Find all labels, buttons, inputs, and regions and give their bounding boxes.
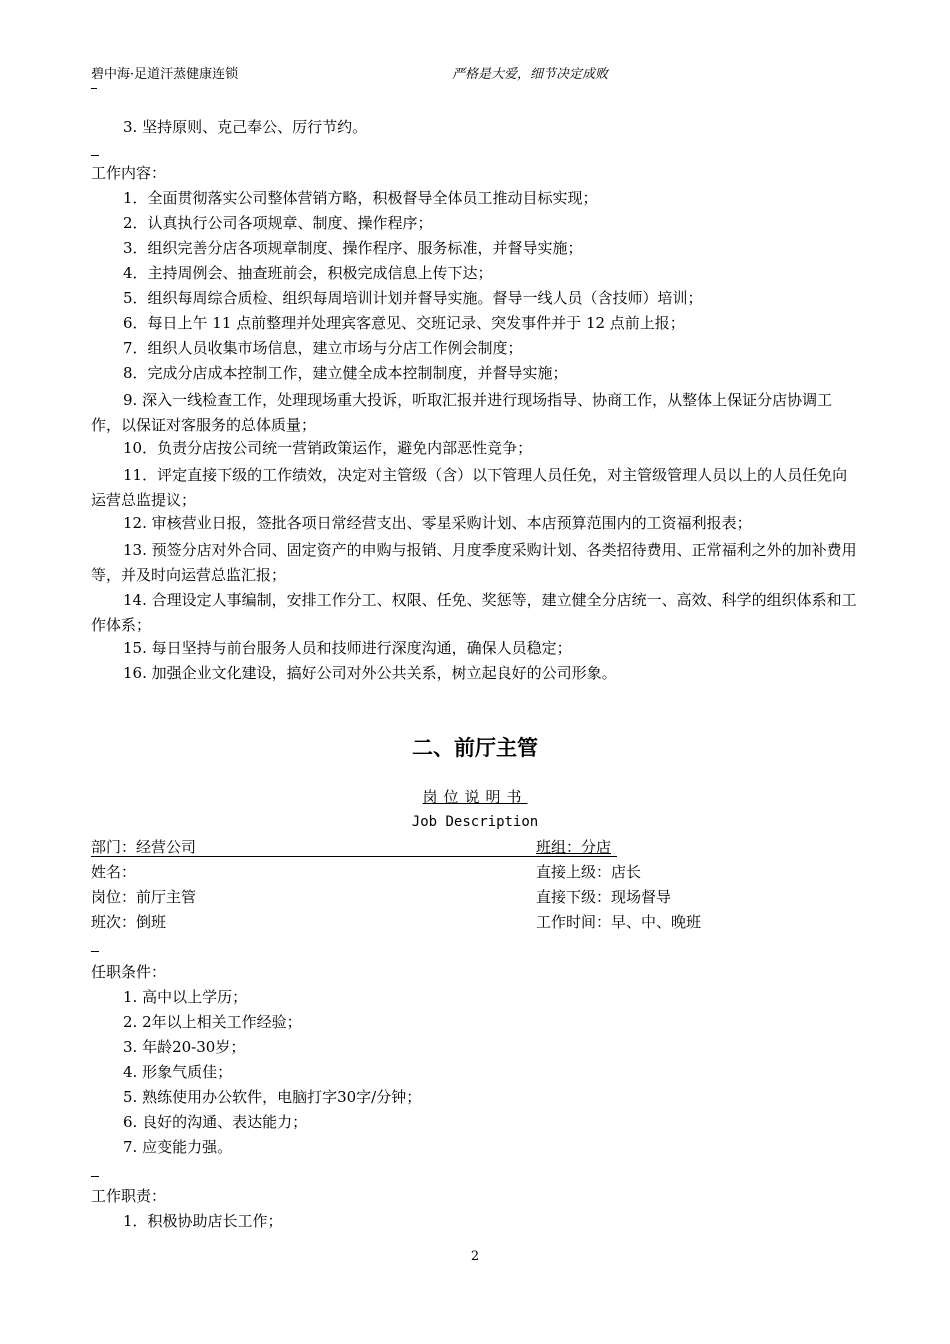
job-description-subtitle: Job Description bbox=[411, 814, 539, 830]
principle-item-3: 3. 坚持原则、克己奉公、厉行节约。 bbox=[123, 118, 368, 136]
job-description-title bbox=[0, 787, 950, 807]
list-item: 4．主持周例会、抽查班前会，积极完成信息上传下达； bbox=[123, 264, 493, 282]
paragraph-mark bbox=[91, 951, 99, 952]
list-item: 5. 熟练使用办公软件，电脑打字30字/分钟； bbox=[123, 1088, 422, 1106]
name-field: 姓名： bbox=[91, 863, 137, 881]
job-description-title-text: 岗位说明书 bbox=[422, 788, 528, 806]
section-title: 二、前厅主管 bbox=[412, 736, 538, 760]
list-item: 11．评定直接下级的工作绩效，决定对主管级（含）以下管理人员任免，对主管级管理人员以上的人员任免向运营总监提议； bbox=[91, 466, 848, 509]
list-item: 7．组织人员收集市场信息，建立市场与分店工作例会制度； bbox=[123, 339, 523, 357]
department-underline bbox=[91, 856, 617, 857]
paragraph-mark bbox=[91, 155, 99, 156]
position-field: 岗位：前厅主管 bbox=[91, 888, 197, 906]
list-item: 2．认真执行公司各项规章、制度、操作程序； bbox=[123, 214, 433, 232]
list-item: 1．积极协助店长工作； bbox=[123, 1212, 283, 1230]
list-item: 3．组织完善分店各项规章制度、操作程序、服务标准，并督导实施； bbox=[123, 239, 583, 257]
header-motto: 严格是大爱，细节决定成败 bbox=[452, 67, 609, 82]
department-field: 部门：经营公司 bbox=[91, 838, 197, 856]
work-content-heading: 工作内容： bbox=[91, 164, 167, 182]
list-item: 7. 应变能力强。 bbox=[123, 1138, 233, 1156]
list-item: 13. 预签分店对外合同、固定资产的申购与报销、月度季度采购计划、各类招待费用、正常福利之外的加补费用等，并及时向运营总监汇报； bbox=[91, 541, 857, 584]
list-item: 9. 深入一线检查工作，处理现场重大投诉，听取汇报并进行现场指导、协商工作，从整体上保证分店协调工作，以保证对客服务的总体质量； bbox=[91, 391, 833, 434]
duties-heading: 工作职责： bbox=[91, 1187, 167, 1205]
list-item: 5．组织每周综合质检、组织每周培训计划并督导实施。督导一线人员（含技师）培训； bbox=[123, 289, 703, 307]
subordinate-field: 直接下级：现场督导 bbox=[536, 888, 672, 906]
team-field: 班组：分店 bbox=[536, 838, 612, 856]
page-number: 2 bbox=[470, 1249, 480, 1264]
list-item: 15. 每日坚持与前台服务人员和技师进行深度沟通，确保人员稳定； bbox=[123, 639, 572, 657]
list-item: 6. 良好的沟通、表达能力； bbox=[123, 1113, 308, 1131]
list-item: 6．每日上午 11 点前整理并处理宾客意见、交班记录、突发事件并于 12 点前上报； bbox=[123, 314, 685, 332]
list-item: 10．负责分店按公司统一营销政策运作，避免内部恶性竞争； bbox=[123, 439, 533, 457]
list-item: 12. 审核营业日报，签批各项日常经营支出、零星采购计划、本店预算范围内的工资福利报表； bbox=[123, 514, 752, 532]
list-item: 14. 合理设定人事编制，安排工作分工、权限、任免、奖惩等，建立健全分店统一、高效、科学的组织体系和工作体系； bbox=[91, 591, 857, 634]
list-item: 3. 年龄20-30岁； bbox=[123, 1038, 246, 1056]
superior-field: 直接上级：店长 bbox=[536, 863, 642, 881]
requirements-heading: 任职条件： bbox=[91, 963, 167, 981]
list-item: 2. 2年以上相关工作经验； bbox=[123, 1013, 302, 1031]
list-item: 4. 形象气质佳； bbox=[123, 1063, 233, 1081]
list-item: 16. 加强企业文化建设，搞好公司对外公共关系，树立起良好的公司形象。 bbox=[123, 664, 617, 682]
header-mark bbox=[91, 88, 97, 89]
list-item: 1. 高中以上学历； bbox=[123, 988, 248, 1006]
list-item: 1．全面贯彻落实公司整体营销方略，积极督导全体员工推动目标实现； bbox=[123, 189, 598, 207]
shift-field: 班次：倒班 bbox=[91, 913, 167, 931]
paragraph-mark bbox=[91, 1176, 99, 1177]
work-hours-field: 工作时间：早、中、晚班 bbox=[536, 913, 702, 931]
header-company: 碧中海·足道汗蒸健康连锁 bbox=[91, 67, 239, 82]
list-item: 8．完成分店成本控制工作，建立健全成本控制制度，并督导实施； bbox=[123, 364, 568, 382]
